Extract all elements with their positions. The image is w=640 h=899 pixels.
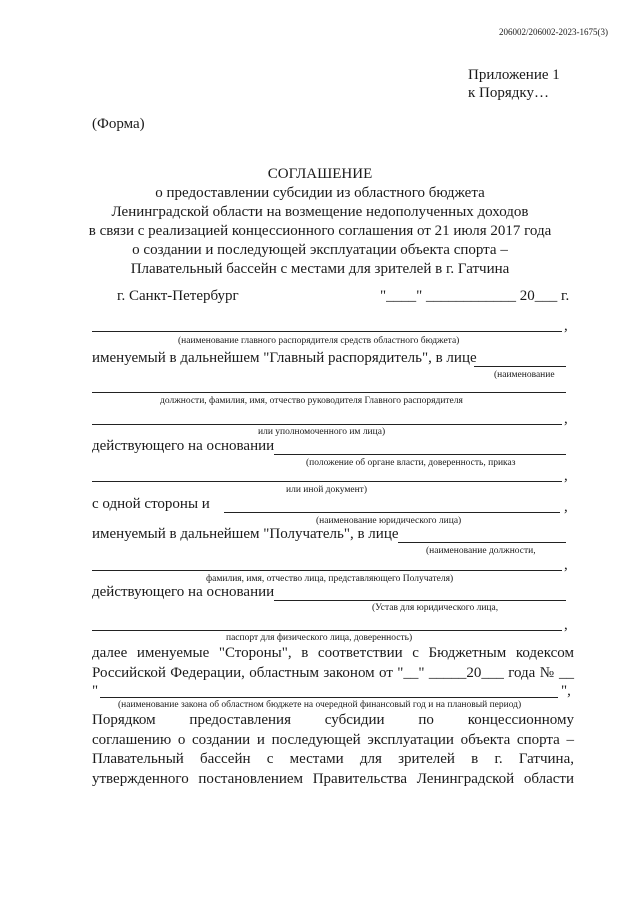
paragraph-line: Порядком предоставления субсидии по концессионному xyxy=(92,712,574,728)
appendix-line-1: Приложение 1 xyxy=(468,67,560,83)
title-line: в связи с реализацией концессионного соглашения от 21 июля 2017 года xyxy=(88,223,552,239)
blank-line[interactable] xyxy=(92,570,562,571)
paragraph-procedure xyxy=(92,711,574,789)
blank-line[interactable] xyxy=(398,542,566,543)
form-label: (Форма) xyxy=(92,116,145,132)
document-id: 206002/206002-2023-1675(3) xyxy=(499,27,608,37)
comma: , xyxy=(564,617,568,633)
quote-open: " xyxy=(92,683,99,699)
paragraph-parties xyxy=(92,644,574,683)
field-caption: (наименование юридического лица) xyxy=(316,516,462,526)
field-caption: или уполномоченного им лица) xyxy=(258,427,386,437)
blank-line[interactable] xyxy=(92,331,562,332)
field-caption: (наименование xyxy=(494,370,555,380)
comma: , xyxy=(564,318,568,334)
blank-line[interactable] xyxy=(274,454,566,455)
paragraph-line: Плавательный бассейн с местами для зрителей в г. Гатчина, xyxy=(92,751,574,767)
date-blank: "____" ____________ 20___ г. xyxy=(380,288,570,304)
paragraph-line: Российской Федерации, областным законом от "__" _____20___ года № __ xyxy=(92,664,574,681)
title-line: о предоставлении субсидии из областного бюджета xyxy=(155,185,485,201)
comma: , xyxy=(564,411,568,427)
title-heading: СОГЛАШЕНИЕ xyxy=(267,166,373,182)
field-caption: (наименование закона об областном бюджете на очередной финансовый год и на плановый период) xyxy=(118,700,522,710)
text-acting-on-basis-2: действующего на основании xyxy=(92,584,275,600)
comma: , xyxy=(564,468,568,484)
field-caption: (положение об органе власти, доверенность, приказ xyxy=(306,458,516,468)
text-acting-on-basis: действующего на основании xyxy=(92,438,275,454)
blank-line[interactable] xyxy=(92,424,562,425)
field-caption: фамилия, имя, отчество лица, представляющего Получателя) xyxy=(206,574,454,584)
title-line: Плавательный бассейн с местами для зрителей в г. Гатчина xyxy=(130,261,510,277)
blank-line[interactable] xyxy=(224,512,560,513)
field-caption: должности, фамилия, имя, отчество руководителя Главного распорядителя xyxy=(160,396,463,406)
quote-close: ", xyxy=(561,683,571,699)
field-caption: (наименование главного распорядителя средств областного бюджета) xyxy=(178,336,460,346)
blank-line[interactable] xyxy=(100,697,558,698)
paragraph-line: далее именуемые "Стороны", в соответствии с Бюджетным кодексом xyxy=(92,645,574,661)
agreement-title xyxy=(0,165,640,279)
appendix-note xyxy=(468,66,560,102)
title-line: о создании и последующей эксплуатации объекта спорта – xyxy=(132,242,508,258)
place-of-signing: г. Санкт-Петербург xyxy=(117,288,239,304)
field-caption: паспорт для физического лица, доверенность) xyxy=(226,633,413,643)
paragraph-line: соглашению о создании и последующей эксплуатации объекта спорта – xyxy=(92,731,574,748)
text-main-manager: именуемый в дальнейшем "Главный распорядитель", в лице xyxy=(92,350,477,366)
text-one-side: с одной стороны и xyxy=(92,496,210,512)
text-recipient: именуемый в дальнейшем "Получатель", в лице xyxy=(92,526,399,542)
blank-line[interactable] xyxy=(474,366,566,367)
blank-line[interactable] xyxy=(92,481,562,482)
comma: , xyxy=(564,557,568,573)
field-caption: или иной документ) xyxy=(286,485,367,495)
title-line: Ленинградской области на возмещение недополученных доходов xyxy=(111,204,529,220)
field-caption: (Устав для юридического лица, xyxy=(372,603,499,613)
blank-line[interactable] xyxy=(92,630,562,631)
paragraph-line: утвержденного постановлением Правительства Ленинградской области xyxy=(92,770,574,787)
comma: , xyxy=(564,499,568,515)
blank-line[interactable] xyxy=(92,392,566,393)
appendix-line-2: к Порядку… xyxy=(468,85,549,101)
field-caption: (наименование должности, xyxy=(426,546,536,556)
blank-line[interactable] xyxy=(274,600,566,601)
